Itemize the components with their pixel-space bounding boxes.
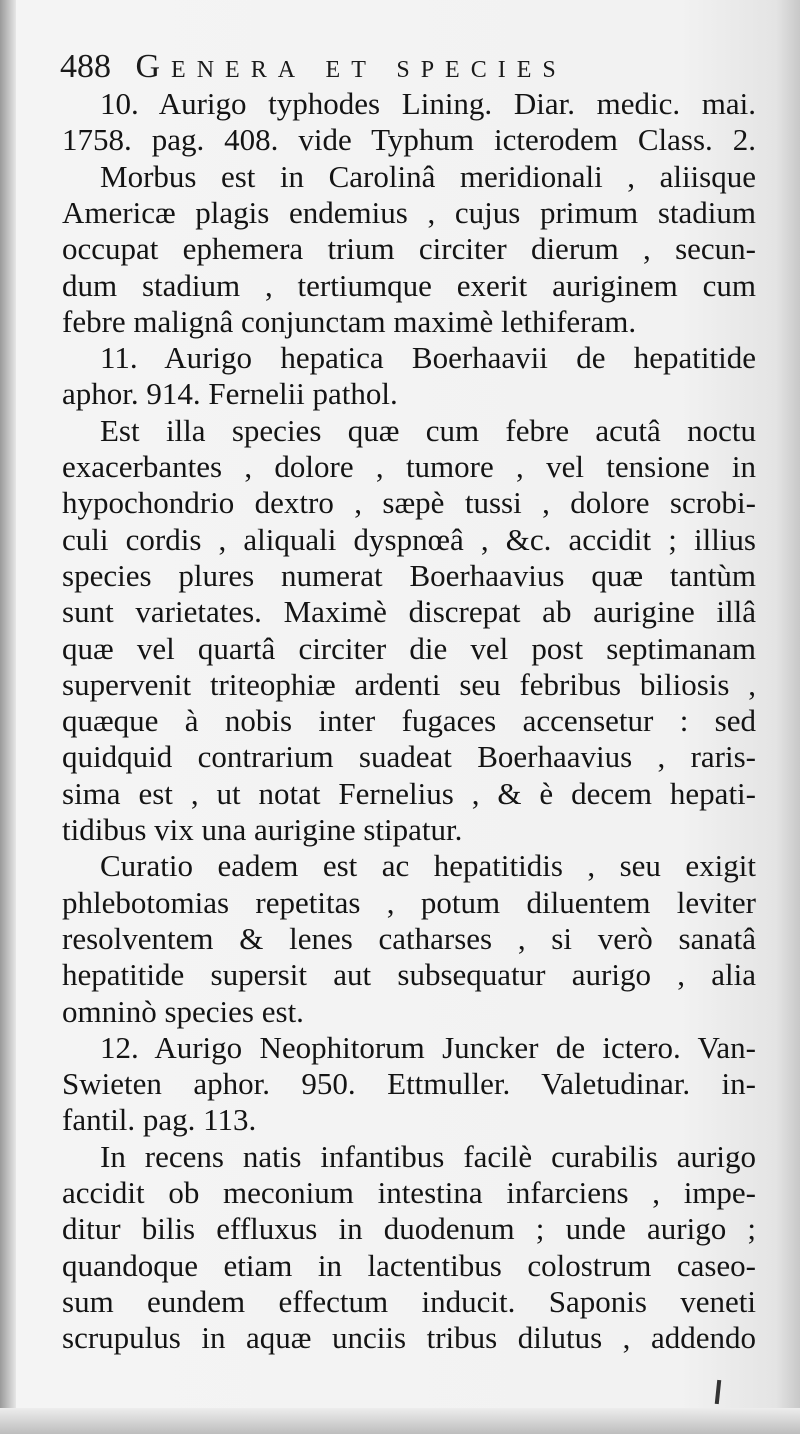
page-binding-shadow [0,0,16,1434]
text-line: Morbus est in Carolinâ meridionali , aliisque [100,158,756,194]
text-line: 12. Aurigo Neophitorum Juncker de ictero. Van- [100,1029,756,1065]
ink-mark [715,1380,721,1404]
running-header [60,48,660,86]
text-line: Swieten aphor. 950. Ettmuller. Valetudinar. in- [62,1066,756,1102]
text-line: exacerbantes , dolore , tumore , vel tensione in [62,449,756,484]
text-line: dum stadium , tertiumque exerit auriginem cum [62,267,756,303]
text-line: quandoque etiam in lactentibus colostrum caseo- [62,1247,756,1283]
text-line: quæque à nobis inter fugaces accensetur : sed [62,703,756,739]
text-line: fantil. pag. 113. [62,1102,257,1138]
text-line: species plures numerat Boerhaavius quæ tantùm [62,557,756,593]
text-line: tidibus vix una aurigine stipatur. [62,812,463,847]
text-line: quæ vel quartâ circiter die vel post septimanam [62,630,756,666]
text-line: In recens natis infantibus facilè curabilis aurigo [100,1138,756,1174]
text-line: Americæ plagis endemius , cujus primum stadium [62,194,756,230]
page-number: 488 [60,48,111,85]
text-line: phlebotomias repetitas , potum diluentem leviter [62,884,756,920]
text-line: febre malignâ conjunctam maximè lethiferam. [62,303,637,339]
text-line: accidit ob meconium intestina infarciens , impe- [62,1175,756,1210]
text-line: 1758. pag. 408. vide Typhum icterodem Class. 2. [62,122,756,158]
text-line: Est illa species quæ cum febre acutâ noctu [100,412,756,448]
text-line: hypochondrio dextro , sæpè tussi , dolore scrobi- [62,485,756,521]
running-title: Genera et species [135,48,567,85]
text-line: aphor. 914. Fernelii pathol. [62,376,398,412]
text-line: 10. Aurigo typhodes Lining. Diar. medic. mai. [100,86,756,121]
text-line: hepatitide supersit aut subsequatur aurigo , alia [62,957,756,993]
text-line: culi cordis , aliquali dyspnœâ , &c. accidit ; illius [62,521,756,557]
page-bottom-edge [0,1408,800,1434]
text-line: supervenit triteophiæ ardenti seu febribus biliosis , [62,666,756,702]
text-line: ditur bilis effluxus in duodenum ; unde aurigo ; [62,1211,756,1247]
text-line: resolventem & lenes catharses , si verò sanatâ [62,920,756,956]
text-line: occupat ephemera trium circiter dierum , secun- [62,231,756,267]
text-line: sunt varietates. Maximè discrepat ab aurigine illâ [62,594,756,630]
text-line: quidquid contrarium suadeat Boerhaavius , raris- [62,739,756,775]
text-line: sima est , ut notat Fernelius , & è decem hepati- [62,775,756,811]
text-line: 11. Aurigo hepatica Boerhaavii de hepatitide [100,340,756,376]
text-line: sum eundem effectum inducit. Saponis veneti [62,1283,756,1319]
text-line: Curatio eadem est ac hepatitidis , seu exigit [100,848,756,884]
text-line: scrupulus in aquæ unciis tribus dilutus , addendo [62,1320,756,1356]
text-line: omninò species est. [62,993,304,1029]
